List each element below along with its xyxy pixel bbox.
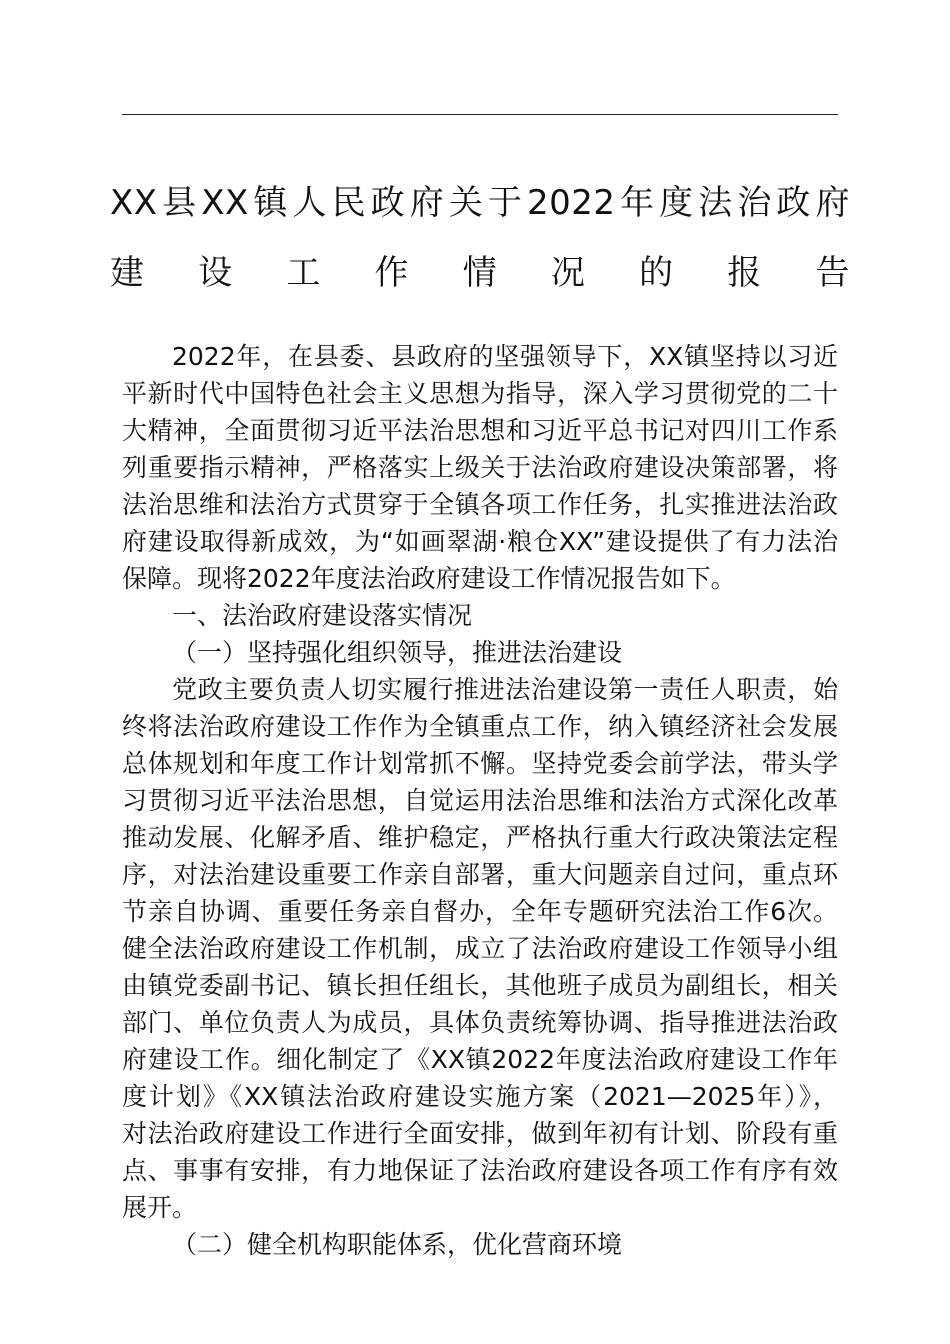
text-line: 党政主要负责人切实履行推进法治建设第一责任人职责，始 <box>172 675 838 704</box>
text-line: 总体规划和年度工作计划常抓不懈。坚持党委会前学法，带头学 <box>122 749 838 778</box>
text-line: 由镇党委副书记、镇长担任组长，其他班子成员为副组长，相关 <box>122 971 838 1000</box>
text-line: 保障。现将2022年度法治政府建设工作情况报告如下。 <box>122 564 736 593</box>
text-line: 法治思维和法治方式贯穿于全镇各项工作任务，扎实推进法治政 <box>122 490 838 519</box>
subsection-heading: （一）坚持强化组织领导，推进法治建设 <box>172 638 623 667</box>
text-line: 习贯彻习近平法治思想，自觉运用法治思维和法治方式深化改革 <box>122 786 838 815</box>
intro-paragraph <box>122 338 838 597</box>
text-line: 节亲自协调、重要任务亲自督办，全年专题研究法治工作6次。 <box>122 897 838 926</box>
text-line: 2022年，在县委、县政府的坚强领导下，XX镇坚持以习近 <box>172 342 838 371</box>
header-rule <box>122 114 838 115</box>
text-line: 大精神，全面贯彻习近平法治思想和习近平总书记对四川工作系 <box>122 416 838 445</box>
title-line-2: 建设工作情况的报告 <box>110 253 850 293</box>
document-body <box>122 338 838 1263</box>
subsection-1-paragraph <box>122 671 838 1226</box>
text-line: 列重要指示精神，严格落实上级关于法治政府建设决策部署，将 <box>122 453 838 482</box>
section-heading: 一、法治政府建设落实情况 <box>172 601 473 630</box>
subsection-heading: （二）健全机构职能体系，优化营商环境 <box>172 1230 623 1259</box>
text-line: 对法治政府建设工作进行全面安排，做到年初有计划、阶段有重 <box>122 1119 838 1148</box>
text-line: 点、事事有安排，有力地保证了法治政府建设各项工作有序有效 <box>122 1156 838 1185</box>
text-line: 府建设取得新成效，为“如画翠湖·粮仓XX”建设提供了有力法治 <box>122 527 838 556</box>
title-line-1: XX县XX镇人民政府关于2022年度法治政府 <box>110 183 850 223</box>
document-title <box>110 168 850 308</box>
text-line: 部门、单位负责人为成员，具体负责统筹协调、指导推进法治政 <box>122 1008 838 1037</box>
text-line: 推动发展、化解矛盾、维护稳定，严格执行重大行政决策法定程 <box>122 823 838 852</box>
text-line: 平新时代中国特色社会主义思想为指导，深入学习贯彻党的二十 <box>122 379 838 408</box>
text-line: 终将法治政府建设工作作为全镇重点工作，纳入镇经济社会发展 <box>122 712 838 741</box>
text-line: 序，对法治建设重要工作亲自部署，重大问题亲自过问，重点环 <box>122 860 838 889</box>
text-line: 度计划》《XX镇法治政府建设实施方案（2021—2025年）》， <box>122 1082 838 1111</box>
text-line: 府建设工作。细化制定了《XX镇2022年度法治政府建设工作年 <box>122 1045 838 1074</box>
text-line: 展开。 <box>122 1193 198 1222</box>
text-line: 健全法治政府建设工作机制，成立了法治政府建设工作领导小组 <box>122 934 838 963</box>
